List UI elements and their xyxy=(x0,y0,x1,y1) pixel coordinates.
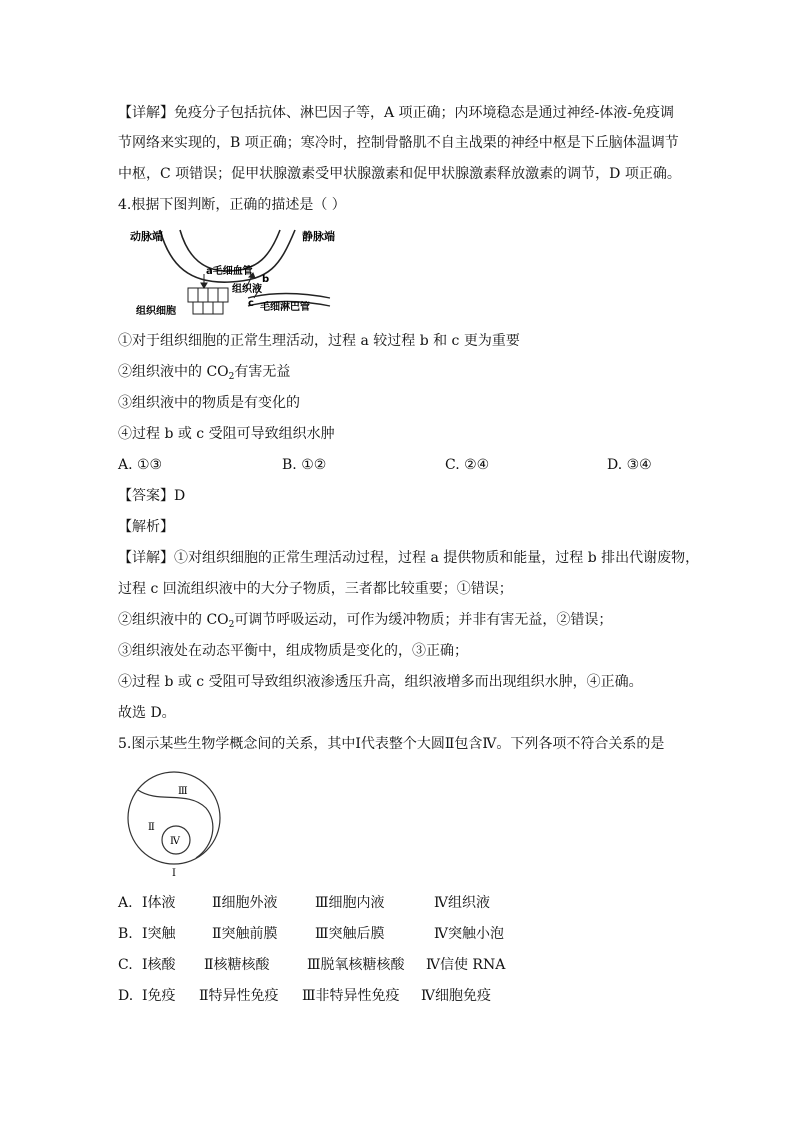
tissue-cells xyxy=(188,288,228,314)
q4-option-a: A. ①③ xyxy=(118,457,163,473)
q5-option-b-letter: B. xyxy=(118,926,133,942)
q5-option-b-c4: Ⅳ突触小泡 xyxy=(434,926,504,942)
q5-option-a-c1: Ⅰ体液 xyxy=(142,895,176,911)
q5-option-d-c2: Ⅱ特异性免疫 xyxy=(199,988,279,1004)
label-lymph-capillary: 毛细淋巴管 xyxy=(260,302,310,313)
label-artery-end: 动脉端 xyxy=(130,230,163,243)
q5-option-c-c4: Ⅳ信使 RNA xyxy=(426,957,506,973)
q5-option-a-c2: Ⅱ细胞外液 xyxy=(212,895,278,911)
q4-statement-3: ③组织液中的物质是有变化的 xyxy=(118,395,300,411)
q5-option-d-c3: Ⅲ非特异性免疫 xyxy=(302,988,400,1004)
q5-option-d-c1: Ⅰ免疫 xyxy=(142,988,176,1004)
q4-statement-1: ①对于组织细胞的正常生理活动，过程 a 较过程 b 和 c 更为重要 xyxy=(118,333,520,349)
q4-statement-2: ②组织液中的 $CO_2$有害无益 xyxy=(118,364,291,382)
capillary-inner-wall xyxy=(180,230,280,271)
q4-detail-6: 故选 D。 xyxy=(118,705,176,721)
q5-option-a-c3: Ⅲ细胞内液 xyxy=(315,895,385,911)
q5-option-c-c1: Ⅰ核酸 xyxy=(142,957,176,973)
q4-detail-4: ③组织液处在动态平衡中，组成物质是变化的，③正确； xyxy=(118,643,468,659)
label-vein-end: 静脉端 xyxy=(302,230,335,243)
prev-detail-line-1: 【详解】免疫分子包括抗体、淋巴因子等，A 项正确；内环境稳态是通过神经-体液-免疫调 xyxy=(118,105,675,121)
label-capillary: a毛细血管 xyxy=(206,266,253,277)
q4-option-d: D. ③④ xyxy=(607,457,652,473)
q4-option-c: C. ②④ xyxy=(445,457,490,473)
prev-detail-line-3: 中枢，C 项错误；促甲状腺激素受甲状腺激素和促甲状腺激素释放激素的调节，D 项正确。 xyxy=(118,166,681,182)
q4-stem: 4.根据下图判断，正确的描述是（ ） xyxy=(118,197,346,213)
q5-option-a-c4: Ⅳ组织液 xyxy=(434,895,490,911)
q5-option-b-c1: Ⅰ突触 xyxy=(142,926,176,942)
q4-analysis-heading: 【解析】 xyxy=(118,519,174,535)
q4-option-b: B. ①② xyxy=(282,457,327,473)
circle-I xyxy=(128,772,220,864)
q4-detail-2: 过程 c 回流组织液中的大分子物质，三者都比较重要；①错误； xyxy=(118,581,513,597)
label-tissue-cell: 组织细胞 xyxy=(136,306,176,317)
label-tissue-fluid: 组织液 xyxy=(232,284,262,295)
q4-statement-4: ④过程 b 或 c 受阻可导致组织水肿 xyxy=(118,426,335,442)
q5-option-d-c4: Ⅳ细胞免疫 xyxy=(421,988,491,1004)
q5-stem: 5.图示某些生物学概念间的关系，其中Ⅰ代表整个大圆Ⅱ包含Ⅳ。下列各项不符合关系的是 xyxy=(118,736,665,752)
concept-venn-diagram xyxy=(118,770,238,878)
q4-detail-3: ②组织液中的 $CO_2$可调节呼吸运动，可作为缓冲物质；并非有害无益，②错误； xyxy=(118,612,613,630)
q5-option-b-c3: Ⅲ突触后膜 xyxy=(315,926,385,942)
label-III: Ⅲ xyxy=(178,786,188,797)
capillary-diagram xyxy=(130,226,362,322)
q4-answer: 【答案】D xyxy=(118,488,186,504)
label-c: c xyxy=(248,298,254,309)
q4-detail-1: 【详解】①对组织细胞的正常生理活动过程，过程 a 提供物质和能量，过程 b 排出代谢废物， xyxy=(118,550,700,566)
q5-option-c-c2: Ⅱ核糖核酸 xyxy=(204,957,270,973)
label-II: Ⅱ xyxy=(148,822,155,833)
q5-option-c-c3: Ⅲ脱氧核糖核酸 xyxy=(307,957,405,973)
q5-option-c-letter: C. xyxy=(118,957,133,973)
prev-detail-line-2: 节网络来实现的，B 项正确；寒冷时，控制骨骼肌不自主战栗的神经中枢是下丘脑体温调节 xyxy=(118,135,679,151)
q5-option-d-letter: D. xyxy=(118,988,134,1004)
label-b: b xyxy=(262,274,270,285)
q5-option-a-letter: A. xyxy=(118,895,133,911)
q4-detail-5: ④过程 b 或 c 受阻可导致组织液渗透压升高，组织液增多而出现组织水肿，④正确。 xyxy=(118,674,643,690)
label-I: Ⅰ xyxy=(172,868,176,878)
q5-option-b-c2: Ⅱ突触前膜 xyxy=(212,926,278,942)
label-IV: Ⅳ xyxy=(170,836,180,847)
